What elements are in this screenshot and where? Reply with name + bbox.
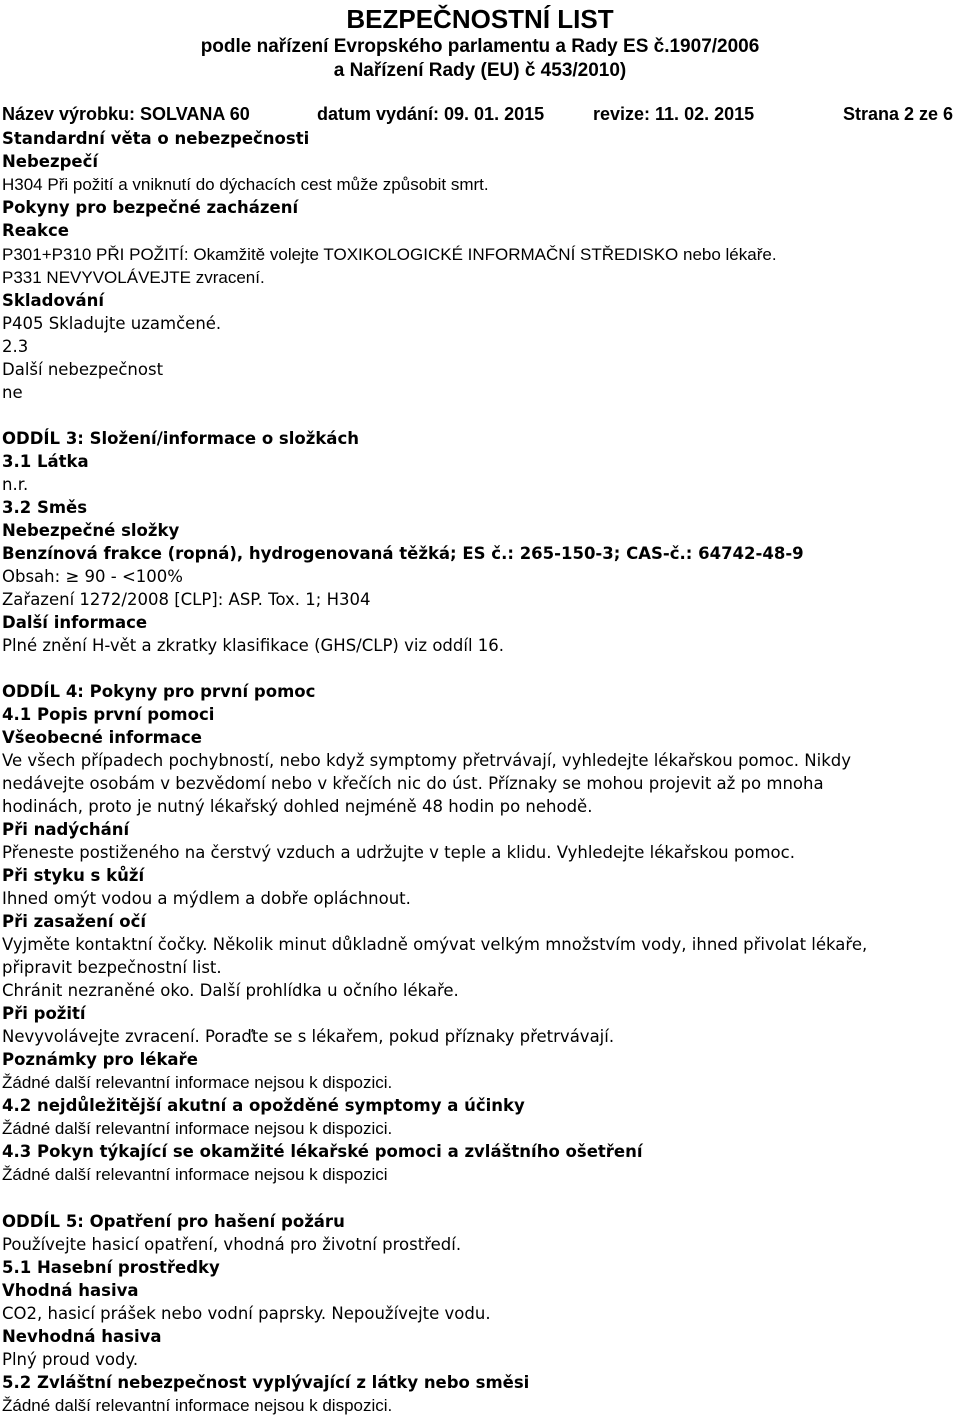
std-phrase-heading: Standardní věta o nebezpečnosti xyxy=(2,129,310,148)
section-4-1-heading: 4.1 Popis první pomoci xyxy=(2,705,215,724)
skin-contact-text: Ihned omýt vodou a mýdlem a dobře opláchnout. xyxy=(2,889,411,908)
eye-contact-heading: Při zasažení očí xyxy=(2,912,147,931)
product-name: Název výrobku: SOLVANA 60 xyxy=(2,104,250,124)
eye-contact-line-1: Vyjměte kontaktní čočky. Několik minut důkladně omývat velkým množstvím vody, ihned přivolat lékaře, xyxy=(2,935,868,954)
hazard-statement-h304: H304 Při požití a vniknutí do dýchacích cest může způsobit smrt. xyxy=(2,175,489,194)
content-line xyxy=(2,567,183,586)
skin-contact-heading: Při styku s kůží xyxy=(2,866,145,885)
general-info-line-1: Ve všech případech pochybností, nebo když symptomy přetrvávají, vyhledejte lékařskou pomoc. Nikdy xyxy=(2,751,852,770)
eye-contact-line-2: připravit bezpečnostní list. xyxy=(2,958,222,977)
inhalation-text: Přeneste postiženého na čerstvý vzduch a udržujte v teple a klidu. Vyhledejte lékařskou pomoc. xyxy=(2,843,795,862)
section-4-2-heading: 4.2 nejdůležitější akutní a opožděné symptomy a účinky xyxy=(2,1096,525,1115)
reaction-heading: Reakce xyxy=(2,221,69,240)
section-5-2-text: Žádné další relevantní informace nejsou k dispozici. xyxy=(2,1396,393,1415)
inhalation-heading: Při nadýchání xyxy=(2,820,130,839)
section-3-2-heading: 3.2 Směs xyxy=(2,498,88,517)
suitable-media-heading: Vhodná hasiva xyxy=(2,1281,139,1300)
doctor-notes-heading: Poznámky pro lékaře xyxy=(2,1050,198,1069)
general-info-line-3: hodinách, proto je nutný lékařský dohled nejméně 48 hodin po nehodě. xyxy=(2,797,593,816)
precaution-p331: P331 NEVYVOLÁVEJTE zvracení. xyxy=(2,268,265,287)
suitable-media-text: CO2, hasicí prášek nebo vodní paprsky. Nepoužívejte vodu. xyxy=(2,1304,491,1323)
section-4-2-text: Žádné další relevantní informace nejsou k dispozici. xyxy=(2,1119,393,1138)
section-5-2-heading: 5.2 Zvláštní nebezpečnost vyplývající z látky nebo směsi xyxy=(2,1373,530,1392)
document-title: BEZPEČNOSTNÍ LIST xyxy=(346,4,614,34)
more-info-heading: Další informace xyxy=(2,613,148,632)
section-2-3-number: 2.3 xyxy=(2,337,29,356)
ingestion-text: Nevyvolávejte zvracení. Poraďte se s lékařem, pokud příznaky přetrvávají. xyxy=(2,1027,615,1046)
section-4-title: ODDÍL 4: Pokyny pro první pomoc xyxy=(2,682,316,701)
section-4-3-heading: 4.3 Pokyn týkající se okamžité lékařské pomoci a zvláštního ošetření xyxy=(2,1142,643,1161)
general-info-line-2: nedávejte osobám v bezvědomí nebo v křečích nic do úst. Příznaky se mohou projevit až po mnoha xyxy=(2,774,824,793)
other-hazard-value: ne xyxy=(2,383,23,402)
section-4-3-text: Žádné další relevantní informace nejsou k dispozici xyxy=(2,1165,388,1184)
content-value: 90 - <100% xyxy=(84,567,183,586)
greater-equal-symbol: ≥ xyxy=(65,567,80,586)
eye-contact-line-3: Chránit nezraněné oko. Další prohlídka u očního lékaře. xyxy=(2,981,459,1000)
dangerous-components-heading: Nebezpečné složky xyxy=(2,521,180,540)
other-hazard-heading: Další nebezpečnost xyxy=(2,360,164,379)
page-number: Strana 2 ze 6 xyxy=(843,104,954,124)
storage-heading: Skladování xyxy=(2,291,105,310)
section-5-intro: Používejte hasicí opatření, vhodná pro životní prostředí. xyxy=(2,1235,462,1254)
classification-line: Zařazení 1272/2008 [CLP]: ASP. Tox. 1; H304 xyxy=(2,590,371,609)
precaution-heading: Pokyny pro bezpečné zacházení xyxy=(2,198,299,217)
section-5-1-heading: 5.1 Hasební prostředky xyxy=(2,1258,220,1277)
section-3-title: ODDÍL 3: Složení/informace o složkách xyxy=(2,429,359,448)
precaution-p405: P405 Skladujte uzamčené. xyxy=(2,314,222,333)
general-info-heading: Všeobecné informace xyxy=(2,728,202,747)
ingestion-heading: Při požití xyxy=(2,1004,86,1023)
content-label: Obsah: xyxy=(2,567,61,586)
section-5-title: ODDÍL 5: Opatření pro hašení požáru xyxy=(2,1212,345,1231)
unsuitable-media-text: Plný proud vody. xyxy=(2,1350,139,1369)
unsuitable-media-heading: Nevhodná hasiva xyxy=(2,1327,162,1346)
document-subtitle-regulation: podle nařízení Evropského parlamentu a Rady ES č.1907/2006 xyxy=(200,36,760,57)
precaution-p301: P301+P310 PŘI POŽITÍ: Okamžitě volejte TOXIKOLOGICKÉ INFORMAČNÍ STŘEDISKO nebo lékaře. xyxy=(2,245,777,264)
issue-date: datum vydání: 09. 01. 2015 xyxy=(317,104,545,124)
section-3-1-heading: 3.1 Látka xyxy=(2,452,89,471)
revision-date: revize: 11. 02. 2015 xyxy=(593,104,755,124)
substance-value: n.r. xyxy=(2,475,29,494)
more-info-text: Plné znění H-vět a zkratky klasifikace (GHS/CLP) viz oddíl 16. xyxy=(2,636,505,655)
document-subtitle-regulation-2: a Nařízení Rady (EU) č 453/2010) xyxy=(333,60,627,81)
doctor-notes-text: Žádné další relevantní informace nejsou k dispozici. xyxy=(2,1073,393,1092)
component-identification: Benzínová frakce (ropná), hydrogenovaná těžká; ES č.: 265-150-3; CAS-č.: 64742-48-9 xyxy=(2,544,804,563)
signal-word: Nebezpečí xyxy=(2,152,99,171)
